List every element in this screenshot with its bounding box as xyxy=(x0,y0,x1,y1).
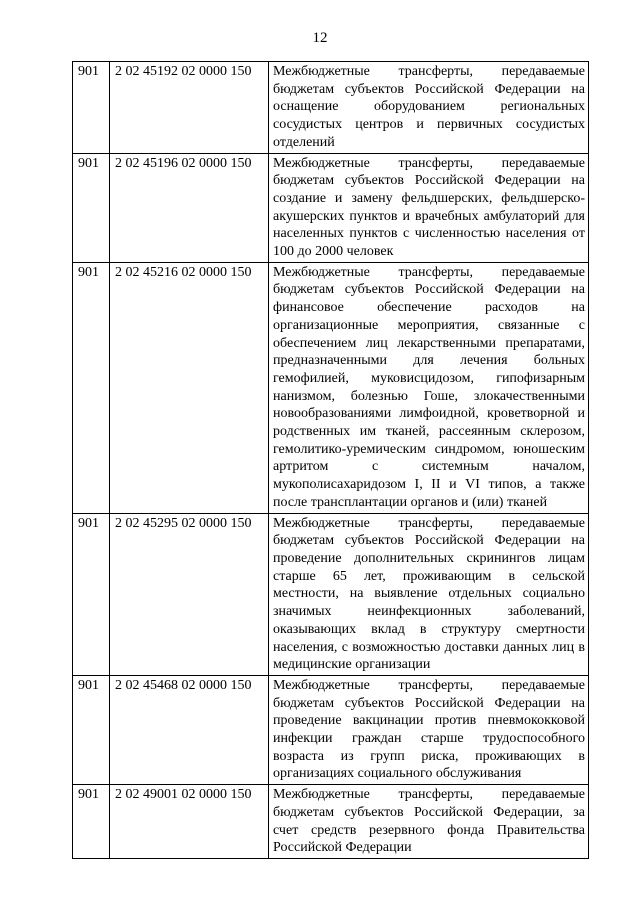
description-cell: Межбюджетные трансферты, передаваемые бюджетам субъектов Российской Федерации на проведение вакцинации против пневмококковой инфекции граждан старше трудоспособного возраста из групп риска, проживающих в организациях социального обслуживания xyxy=(269,675,589,784)
description-cell: Межбюджетные трансферты, передаваемые бюджетам субъектов Российской Федерации на создание и замену фельдшерских, фельдшерско-акушерских пунктов и врачебных амбулаторий для населенных пунктов с численностью населения от 100 до 2000 человек xyxy=(269,153,589,262)
description-cell: Межбюджетные трансферты, передаваемые бюджетам субъектов Российской Федерации на оснащение оборудованием региональных сосудистых центров и первичных сосудистых отделений xyxy=(269,62,589,154)
table-row xyxy=(73,62,589,154)
description-cell: Межбюджетные трансферты, передаваемые бюджетам субъектов Российской Федерации на финансовое обеспечение расходов на организационные мероприятия, связанные с обеспечением лиц лекарственными препаратами, предназначенными для лечения больных гемофилией, муковисцидозом, гипофизарным нанизмом, болезнью Гоше, злокачественными новообразованиями лимфоидной, кроветворной и родственных им тканей, рассеянным склерозом, гемолитико-уремическим синдромом, юношеским артритом с системным началом, мукополисахаридозом I, II и VI типов, а также после трансплантации органов и (или) тканей xyxy=(269,262,589,513)
table-row xyxy=(73,675,589,784)
budget-code-cell: 2 02 45196 02 0000 150 xyxy=(110,153,269,262)
admin-code-cell: 901 xyxy=(73,62,110,154)
budget-code-cell: 2 02 45295 02 0000 150 xyxy=(110,513,269,675)
page-number: 12 xyxy=(312,30,328,46)
table-row xyxy=(73,785,589,859)
admin-code-cell: 901 xyxy=(73,513,110,675)
budget-code-cell: 2 02 45468 02 0000 150 xyxy=(110,675,269,784)
budget-code-cell: 2 02 49001 02 0000 150 xyxy=(110,785,269,859)
table-row xyxy=(73,262,589,513)
budget-code-cell: 2 02 45192 02 0000 150 xyxy=(110,62,269,154)
table-row xyxy=(73,153,589,262)
admin-code-cell: 901 xyxy=(73,675,110,784)
budget-codes-table xyxy=(72,61,589,859)
admin-code-cell: 901 xyxy=(73,785,110,859)
table-row xyxy=(73,513,589,675)
budget-code-cell: 2 02 45216 02 0000 150 xyxy=(110,262,269,513)
admin-code-cell: 901 xyxy=(73,262,110,513)
description-cell: Межбюджетные трансферты, передаваемые бюджетам субъектов Российской Федерации на проведение дополнительных скринингов лицам старше 65 лет, проживающим в сельской местности, на выявление отдельных социально значимых неинфекционных заболеваний, оказывающих вклад в структуру смертности населения, с возможностью доставки данных лиц в медицинские организации xyxy=(269,513,589,675)
description-cell: Межбюджетные трансферты, передаваемые бюджетам субъектов Российской Федерации, за счет средств резервного фонда Правительства Российской Федерации xyxy=(269,785,589,859)
admin-code-cell: 901 xyxy=(73,153,110,262)
